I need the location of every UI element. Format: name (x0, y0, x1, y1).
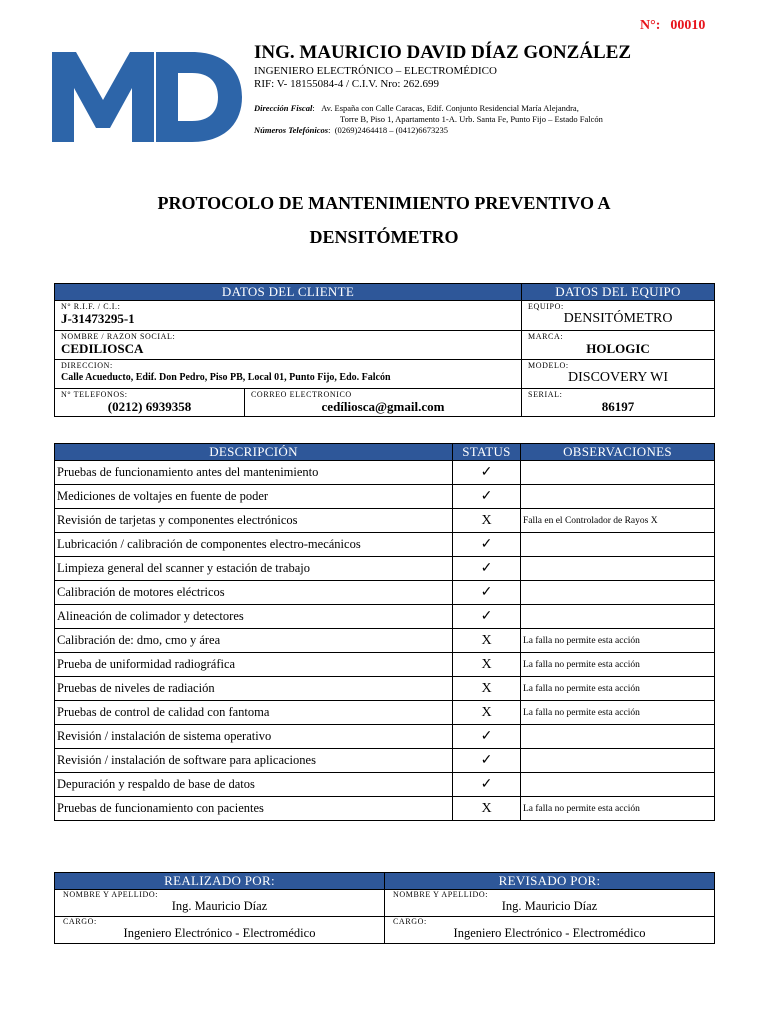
client-address-label: DIRECCION: (61, 361, 113, 370)
checklist-row (55, 701, 715, 725)
serial-label: SERIAL: (528, 390, 563, 399)
model-label: MODELO: (528, 361, 569, 370)
checklist-observation (521, 557, 715, 581)
client-name-cell (55, 331, 522, 360)
checklist-row (55, 461, 715, 485)
checklist-row (55, 533, 715, 557)
checklist-observation: La falla no permite esta acción (521, 653, 715, 677)
client-equipment-table (54, 283, 715, 417)
checklist-observation (521, 749, 715, 773)
document-number (640, 18, 705, 34)
checklist-description: Prueba de uniformidad radiográfica (55, 653, 453, 677)
signatures-table (54, 872, 715, 944)
performed-role-label: CARGO: (63, 917, 97, 926)
engineer-profession: INGENIERO ELECTRÓNICO – ELECTROMÉDICO (254, 65, 497, 77)
checklist-description: Calibración de motores eléctricos (55, 581, 453, 605)
checklist-description: Mediciones de voltajes en fuente de poder (55, 485, 453, 509)
checklist-description: Pruebas de funcionamiento con pacientes (55, 797, 453, 821)
brand-value: HOLOGIC (586, 341, 650, 356)
checklist-observation: La falla no permite esta acción (521, 629, 715, 653)
description-header: DESCRIPCIÓN (55, 444, 453, 461)
checklist-status: ✓ (453, 461, 521, 485)
performed-role: Ingeniero Electrónico - Electromédico (123, 926, 316, 940)
document-title-line2: DENSITÓMETRO (309, 227, 459, 247)
checklist-status: ✓ (453, 533, 521, 557)
brand-cell (522, 331, 715, 360)
reviewed-role: Ingeniero Electrónico - Electromédico (453, 926, 646, 940)
md-logo (52, 46, 242, 142)
checklist-observation: Falla en el Controlador de Rayos X (521, 509, 715, 533)
performed-by-header: REALIZADO POR: (55, 873, 385, 890)
client-rif-cell (55, 301, 522, 331)
equipment-label: EQUIPO: (528, 302, 564, 311)
checklist-status: ✓ (453, 749, 521, 773)
fiscal-address: Dirección Fiscal: Av. España con Calle Caracas, Edif. Conjunto Residencial María Alejandra, (254, 103, 579, 113)
checklist-row (55, 557, 715, 581)
checklist-row (55, 509, 715, 533)
phone-numbers: Números Telefónicos: (0269)2464418 – (0412)6673235 (254, 125, 449, 135)
checklist-status: ✓ (453, 773, 521, 797)
equipment-cell (522, 301, 715, 331)
checklist-row (55, 629, 715, 653)
checklist-description: Revisión / instalación de software para aplicaciones (55, 749, 453, 773)
checklist-row (55, 749, 715, 773)
client-phone-cell (55, 389, 245, 417)
performed-role-cell (55, 917, 385, 944)
reviewed-name: Ing. Mauricio Díaz (501, 899, 598, 913)
client-name: CEDILIOSCA (61, 341, 144, 356)
checklist-description: Lubricación / calibración de componentes electro-mecánicos (55, 533, 453, 557)
client-email: cedíliosca@gmail.com (321, 399, 445, 414)
performed-name-cell (55, 890, 385, 917)
client-name-label: NOMBRE / RAZON SOCIAL: (61, 332, 176, 341)
checklist-description: Limpieza general del scanner y estación de trabajo (55, 557, 453, 581)
checklist-observation (521, 605, 715, 629)
checklist-status: X (453, 509, 521, 533)
checklist-status: X (453, 677, 521, 701)
checklist-row (55, 773, 715, 797)
equipment-header: DATOS DEL EQUIPO (522, 284, 715, 301)
checklist-description: Alineación de colimador y detectores (55, 605, 453, 629)
checklist-observation (521, 773, 715, 797)
checklist-status: X (453, 701, 521, 725)
checklist-row (55, 797, 715, 821)
checklist-observation (521, 533, 715, 557)
performed-name: Ing. Mauricio Díaz (171, 899, 268, 913)
equipment-value: DENSITÓMETRO (563, 311, 673, 326)
client-rif-label: N° R.I.F. / C.I.: (61, 302, 121, 311)
reviewed-role-cell (385, 917, 715, 944)
client-email-cell (245, 389, 522, 417)
checklist-observation (521, 461, 715, 485)
client-phone-label: N° TELEFONOS: (61, 390, 128, 399)
maintenance-checklist-table (54, 443, 715, 821)
checklist-rows (55, 461, 715, 821)
checklist-row (55, 581, 715, 605)
status-header: STATUS (453, 444, 521, 461)
reviewed-role-label: CARGO: (393, 917, 427, 926)
checklist-observation (521, 725, 715, 749)
engineer-name: ING. MAURICIO DAVID DÍAZ GONZÁLEZ (254, 42, 632, 63)
client-rif: J-31473295-1 (61, 311, 135, 326)
engineer-rif: RIF: V- 18155084-4 / C.I.V. Nro: 262.699 (254, 78, 439, 90)
fiscal-address-line1: Av. España con Calle Caracas, Edif. Conjunto Residencial María Alejandra, (321, 103, 579, 113)
checklist-observation (521, 485, 715, 509)
checklist-status: ✓ (453, 725, 521, 749)
document-number-value: 00010 (670, 18, 706, 33)
checklist-status: X (453, 653, 521, 677)
checklist-status: ✓ (453, 485, 521, 509)
serial-value: 86197 (601, 399, 635, 414)
checklist-observation: La falla no permite esta acción (521, 677, 715, 701)
client-address: Calle Acueducto, Edif. Don Pedro, Piso PB, Local 01, Punto Fijo, Edo. Falcón (61, 372, 391, 383)
client-email-label: CORREO ELECTRONICO (251, 390, 352, 399)
checklist-description: Depuración y respaldo de base de datos (55, 773, 453, 797)
checklist-row (55, 677, 715, 701)
checklist-description: Revisión / instalación de sistema operativo (55, 725, 453, 749)
observations-header: OBSERVACIONES (521, 444, 715, 461)
checklist-description: Pruebas de control de calidad con fantoma (55, 701, 453, 725)
brand-label: MARCA: (528, 332, 564, 341)
phone-numbers-label: Números Telefónicos (254, 125, 329, 135)
reviewed-name-cell (385, 890, 715, 917)
client-header: DATOS DEL CLIENTE (55, 284, 522, 301)
checklist-observation: La falla no permite esta acción (521, 797, 715, 821)
checklist-status: ✓ (453, 581, 521, 605)
checklist-status: X (453, 797, 521, 821)
document-title-line1: PROTOCOLO DE MANTENIMIENTO PREVENTIVO A (157, 193, 611, 213)
checklist-row (55, 725, 715, 749)
checklist-description: Pruebas de niveles de radiación (55, 677, 453, 701)
fiscal-address-line2: Torre B, Piso 1, Apartamento 1-A. Urb. Santa Fe, Punto Fijo – Estado Falcón (340, 114, 603, 124)
checklist-status: X (453, 629, 521, 653)
checklist-status: ✓ (453, 605, 521, 629)
checklist-row (55, 485, 715, 509)
checklist-description: Calibración de: dmo, cmo y área (55, 629, 453, 653)
serial-cell (522, 389, 715, 417)
phone-numbers-value: (0269)2464418 – (0412)6673235 (334, 125, 449, 135)
checklist-row (55, 605, 715, 629)
model-value: DISCOVERY WI (568, 370, 668, 385)
client-address-cell (55, 360, 522, 389)
checklist-observation: La falla no permite esta acción (521, 701, 715, 725)
fiscal-address-label: Dirección Fiscal (254, 103, 313, 113)
model-cell (522, 360, 715, 389)
client-phone: (0212) 6939358 (107, 399, 192, 414)
document-number-label: N°: (640, 18, 661, 33)
checklist-status: ✓ (453, 557, 521, 581)
reviewed-by-header: REVISADO POR: (385, 873, 715, 890)
checklist-row (55, 653, 715, 677)
checklist-description: Pruebas de funcionamiento antes del mantenimiento (55, 461, 453, 485)
reviewed-name-label: NOMBRE Y APELLIDO: (393, 890, 489, 899)
checklist-observation (521, 581, 715, 605)
performed-name-label: NOMBRE Y APELLIDO: (63, 890, 159, 899)
checklist-description: Revisión de tarjetas y componentes electrónicos (55, 509, 453, 533)
